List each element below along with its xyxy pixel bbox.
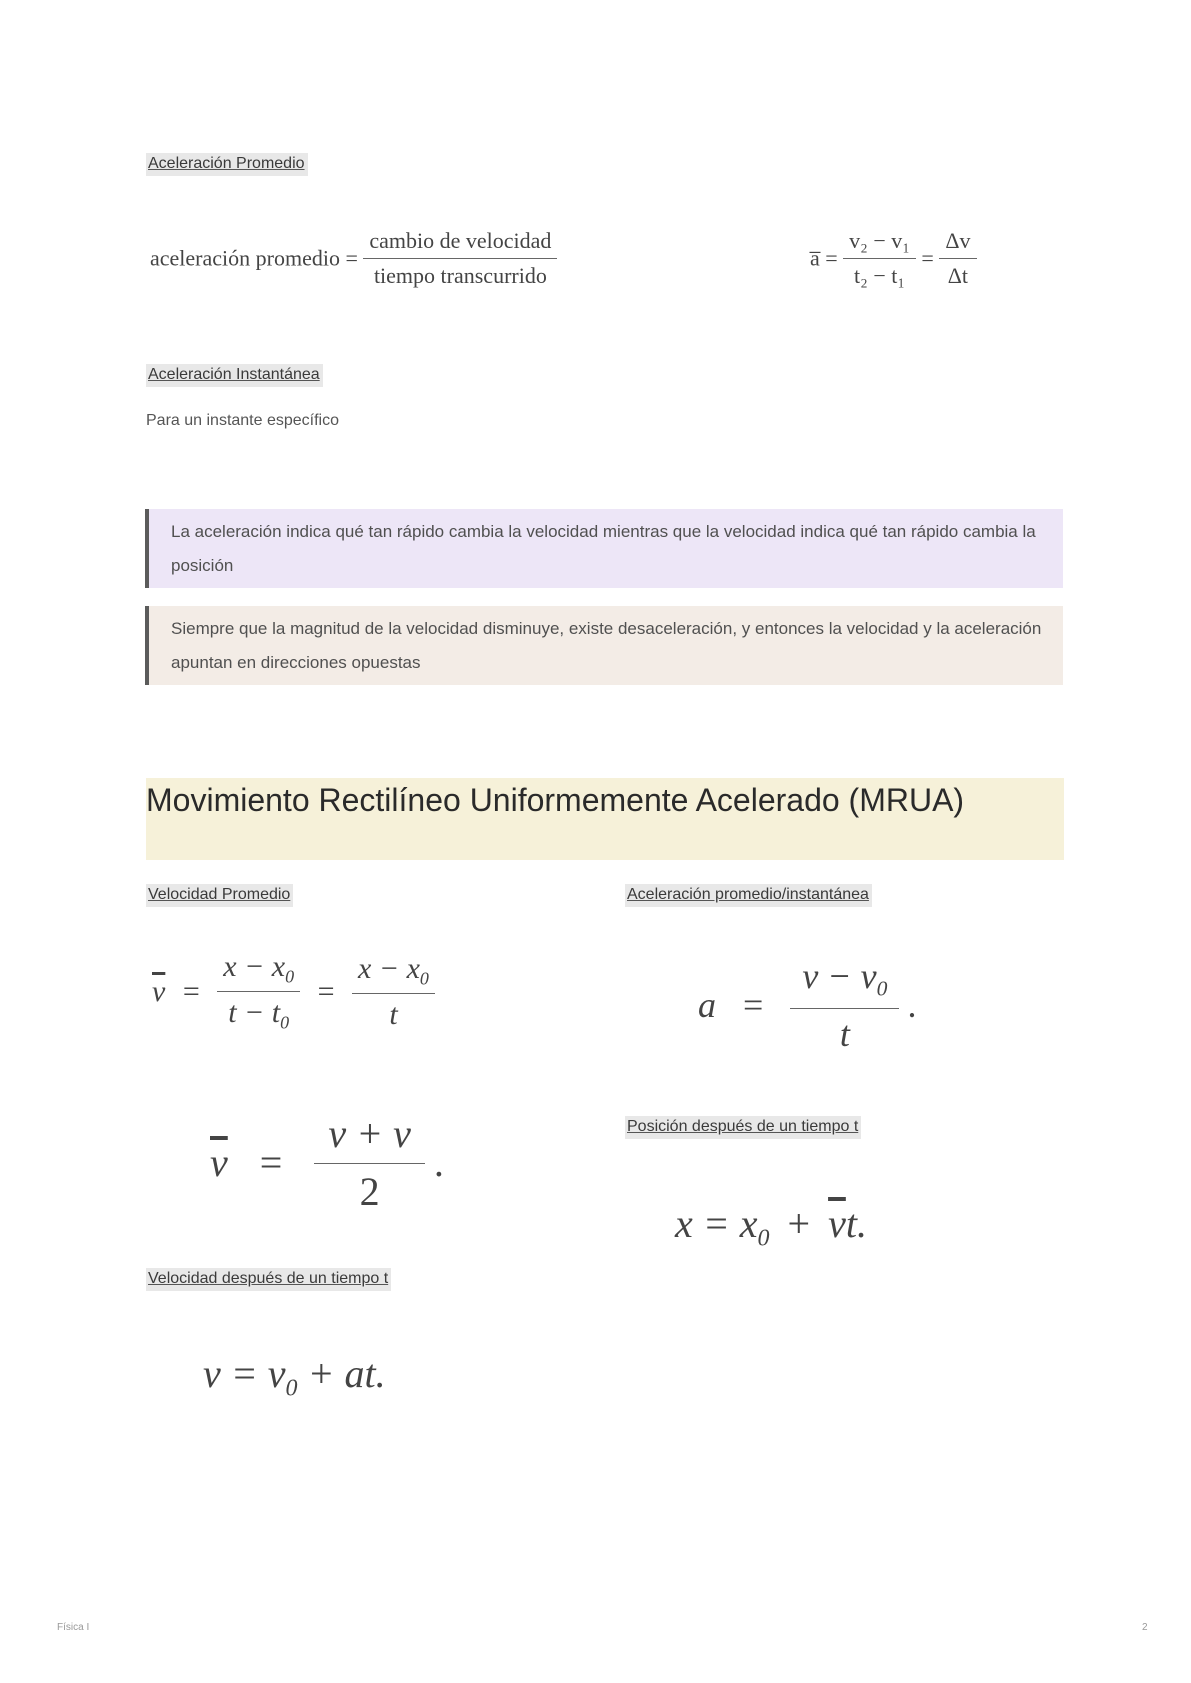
heading-average-velocity: Velocidad Promedio [146, 884, 293, 907]
eq-num-displacement: $x - x_0$ [217, 950, 300, 992]
eq-subscript-zero: 0 [285, 1375, 298, 1402]
eq-v-bar: $\overline{v}$ [152, 974, 166, 1008]
eq-num-displacement-2: $x - x_0$ [352, 952, 435, 994]
callout-deceleration-note: Siempre que la magnitud de la velocidad disminuye, existe desaceleración, y entonces la velocidad y la aceleración apuntan en direcciones opuestas [145, 606, 1063, 685]
eq-den-t: t [389, 997, 398, 1031]
heading-average-instantaneous-acceleration: Aceleración promedio/instantánea [625, 884, 872, 907]
eq-fraction-velocity-change [790, 955, 899, 1055]
eq-equals: = [921, 245, 934, 271]
eq-fraction-velocities [843, 228, 916, 289]
eq-t: t. [845, 1201, 867, 1246]
section-title-mrua: Movimiento Rectilíneo Uniformemente Acelerado (MRUA) [146, 778, 1064, 860]
eq-den-two: 2 [359, 1169, 380, 1214]
eq-equals-2: = [317, 974, 335, 1008]
eq-lhs: aceleración promedio = [150, 245, 358, 271]
eq-num-velocities: v₂ − v₁ [843, 228, 916, 259]
eq-lhs: x = x [675, 1201, 758, 1246]
equation-position [675, 1200, 867, 1252]
eq-equals: = [743, 984, 764, 1025]
eq-a: a [698, 984, 716, 1025]
heading-velocity-after-time: Velocidad después de un tiempo t [146, 1268, 391, 1291]
eq-den-times: t₂ − t₁ [854, 263, 906, 288]
equation-velocity [203, 1350, 386, 1402]
equation-acceleration [698, 955, 917, 1055]
eq-fraction-position-t [352, 952, 435, 1032]
footer-page-number: 2 [1142, 1622, 1148, 1633]
eq-v-bar-2: $\overline{v}$ [210, 1140, 228, 1185]
eq-subscript-zero: 0 [757, 1225, 770, 1252]
eq-numerator: cambio de velocidad [363, 228, 557, 259]
callout-acceleration-definition: La aceleración indica qué tan rápido cambia la velocidad mientras que la velocidad indica qué tan rápido cambia la posición [145, 509, 1063, 588]
footer-course-name: Física I [57, 1622, 90, 1633]
equation-average-velocity-mean [210, 1110, 445, 1215]
eq-denominator: tiempo transcurrido [373, 263, 547, 288]
eq-num-delta-v: Δv [939, 228, 976, 259]
eq-num-velocity-sum: v + v [314, 1110, 425, 1164]
eq-period: . [434, 1140, 445, 1185]
eq-fraction-words [363, 228, 557, 289]
eq-v-bar-3: $\overline{v}$ [828, 1201, 846, 1246]
eq-plus: + [777, 1201, 821, 1246]
heading-average-acceleration: Aceleración Promedio [146, 153, 308, 176]
eq-num-velocity-change: $v - v_0$ [790, 955, 899, 1009]
equation-average-acceleration-words [150, 228, 557, 289]
equation-average-velocity [152, 950, 435, 1034]
eq-equals: = [182, 974, 200, 1008]
eq-den-elapsed-time: $t - t_0$ [228, 996, 290, 1033]
eq-lhs: v = v [203, 1351, 286, 1396]
eq-fraction-delta [939, 228, 976, 289]
eq-period: . [908, 984, 918, 1025]
heading-position-after-time: Posición después de un tiempo t [625, 1116, 861, 1139]
instantaneous-description: Para un instante específico [146, 412, 340, 429]
eq-fraction-mean-velocity [314, 1110, 425, 1215]
eq-fraction-position-time [217, 950, 300, 1034]
eq-sym: a̅ = [810, 245, 838, 271]
equation-average-acceleration-symbols [810, 228, 977, 289]
eq-den-time: t [839, 1013, 850, 1054]
eq-equals: = [259, 1140, 283, 1185]
eq-rest: + at. [297, 1351, 386, 1396]
eq-den-delta-t: Δt [947, 263, 969, 288]
heading-instantaneous-acceleration: Aceleración Instantánea [146, 364, 323, 387]
